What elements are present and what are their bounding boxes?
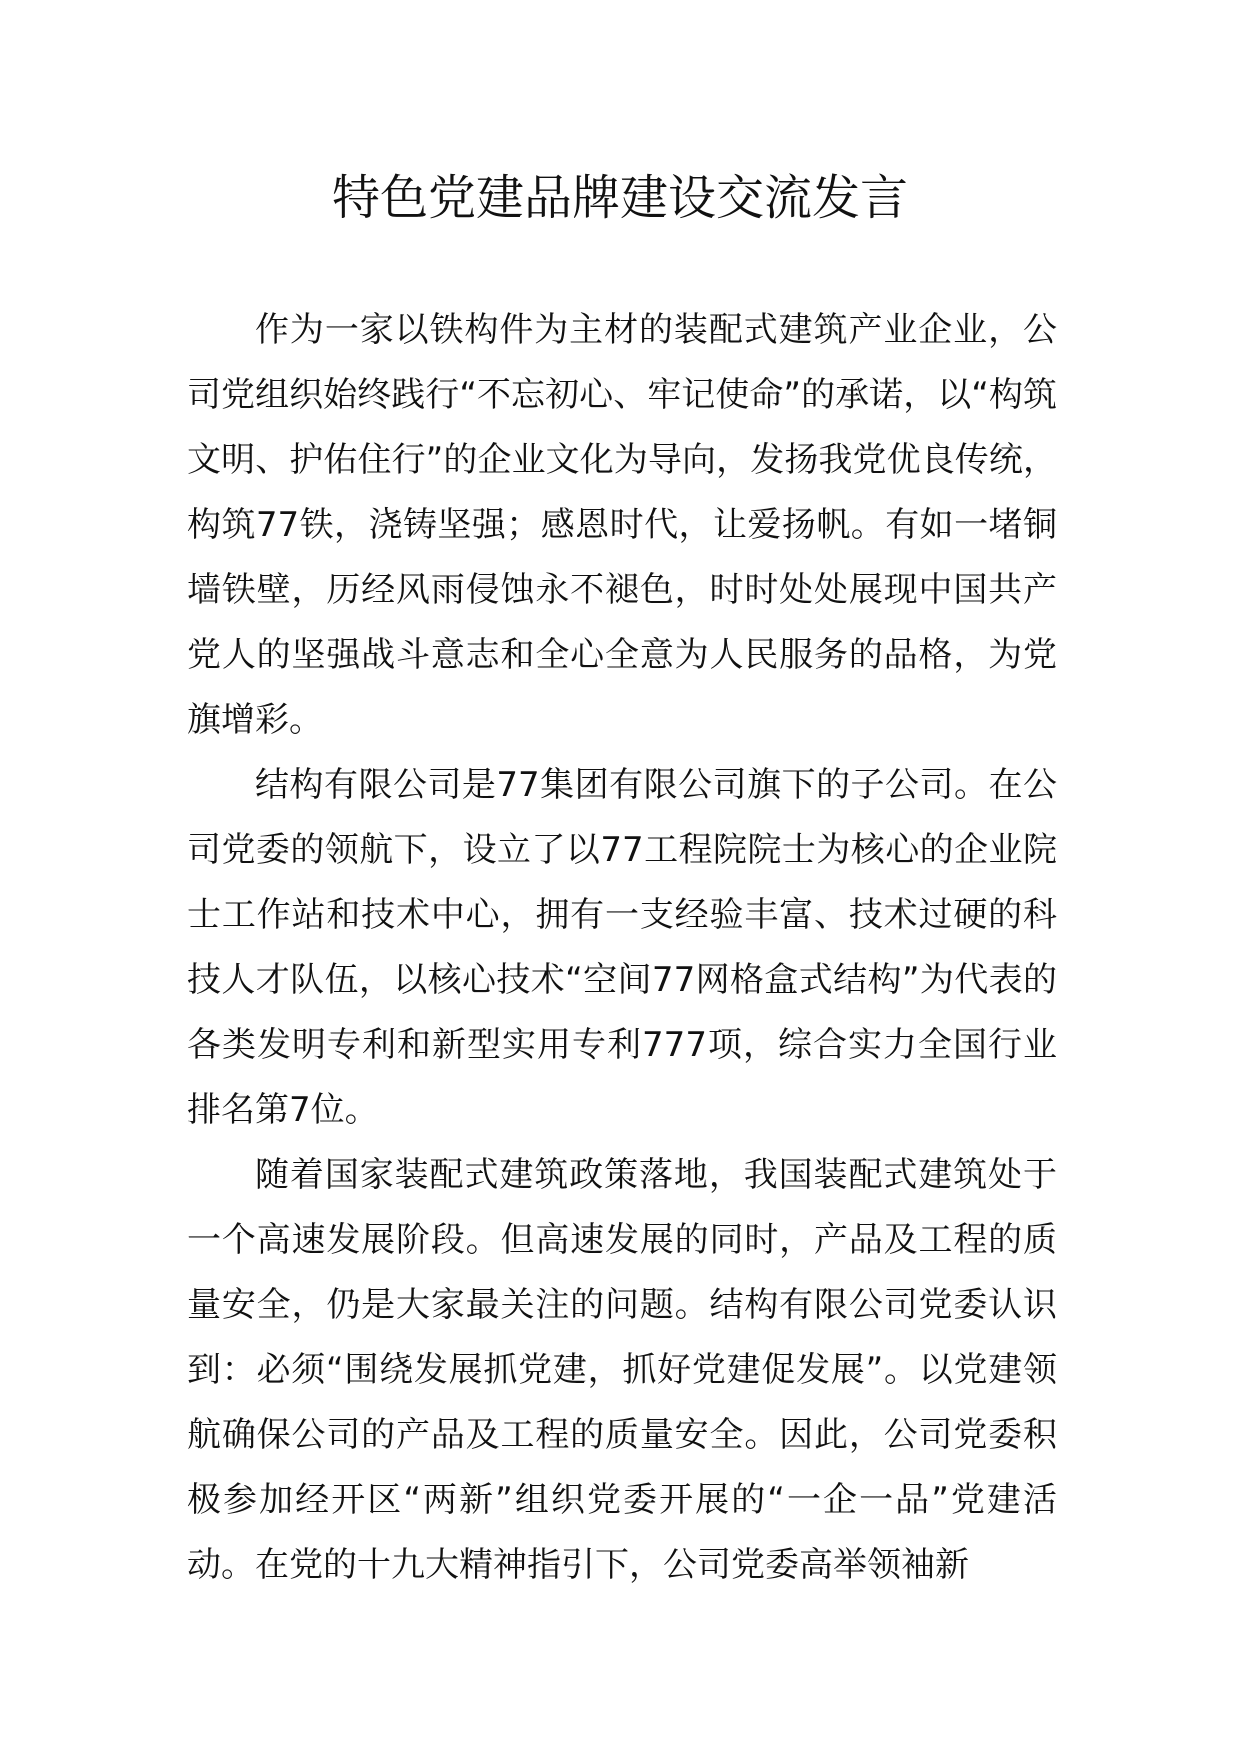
document-body — [187, 298, 1057, 1598]
paragraph-3: 随着国家装配式建筑政策落地，我国装配式建筑处于一个高速发展阶段。但高速发展的同时，产品及工程的质量安全，仍是大家最关注的问题。结构有限公司党委认识到：必须“围绕发展抓党建，抓好党建促发展”。以党建领航确保公司的产品及工程的质量安全。因此，公司党委积极参加经开区“两新”组织党委开展的“一企一品”党建活动。在党的十九大精神指引下，公司党委高举领袖新 — [187, 1155, 1057, 1585]
paragraph-2: 结构有限公司是77集团有限公司旗下的子公司。在公司党委的领航下，设立了以77工程院院士为核心的企业院士工作站和技术中心，拥有一支经验丰富、技术过硬的科技人才队伍，以核心技术“空间77网格盒式结构”为代表的各类发明专利和新型实用专利777项，综合实力全国行业排名第7位。 — [187, 765, 1057, 1130]
document-title: 特色党建品牌建设交流发言 — [331, 170, 908, 226]
paragraph-1: 作为一家以铁构件为主材的装配式建筑产业企业，公司党组织始终践行“不忘初心、牢记使命”的承诺，以“构筑文明、护佑住行”的企业文化为导向，发扬我党优良传统，构筑77铁，浇铸坚强；感恩时代，让爱扬帆。有如一堵铜墙铁壁，历经风雨侵蚀永不褪色，时时处处展现中国共产党人的坚强战斗意志和全心全意为人民服务的品格，为党旗增彩。 — [187, 310, 1057, 740]
